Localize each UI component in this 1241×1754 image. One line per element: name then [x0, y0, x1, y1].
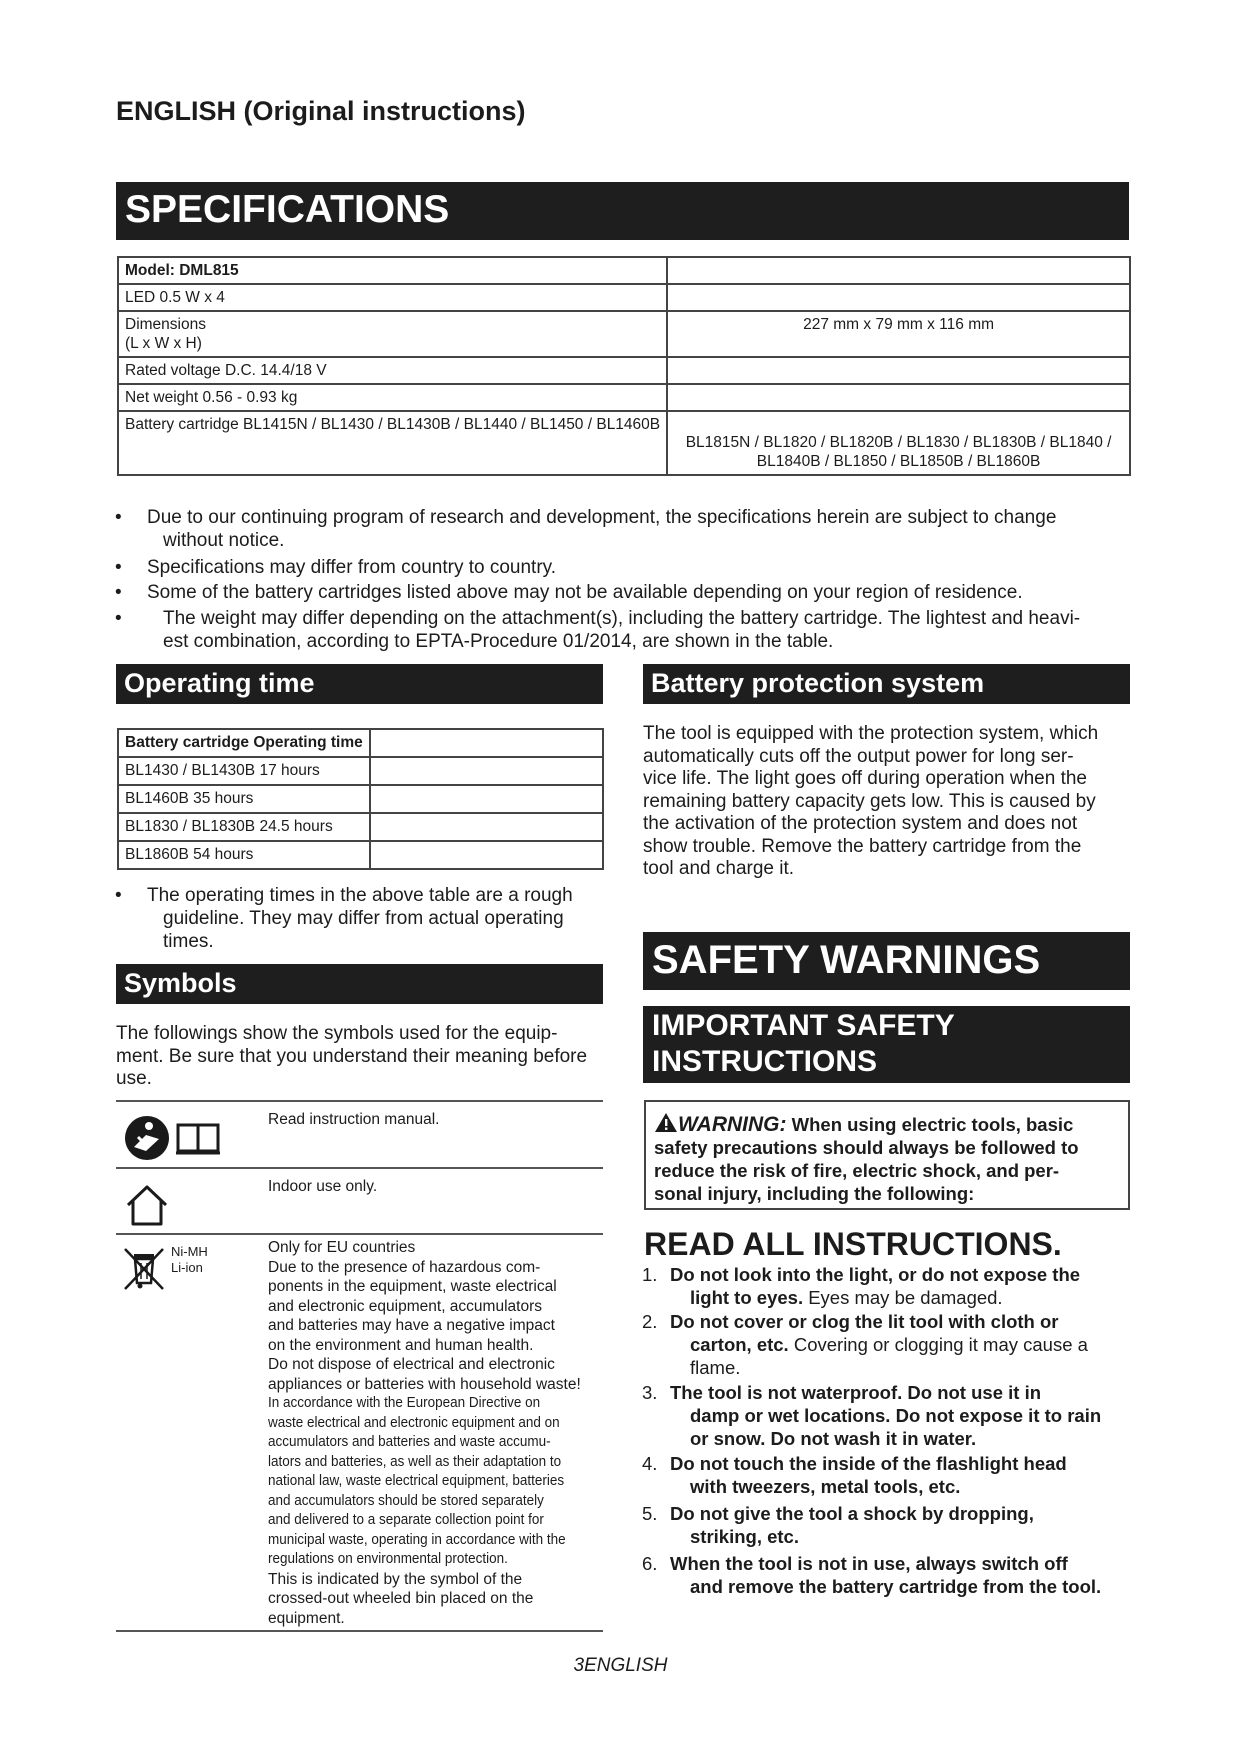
table-row [118, 257, 1130, 284]
operating-time-heading: Operating time [116, 664, 603, 704]
item-bold: light to eyes. [690, 1287, 804, 1308]
note-line: est combination, according to EPTA-Procedure 01/2014, are shown in the table. [163, 631, 834, 652]
instruction-item [642, 1263, 1140, 1309]
intro-line: The followings show the symbols used for the equip- [116, 1023, 558, 1044]
important-safety-heading [643, 1006, 1130, 1083]
item-number: 5. [642, 1503, 658, 1524]
intro-line: use. [116, 1068, 152, 1089]
warning-line [654, 1112, 1120, 1136]
text-line: show trouble. Remove the battery cartridge from the [643, 835, 1082, 857]
language-title: ENGLISH (Original instructions) [116, 96, 526, 126]
note-line: Due to our continuing program of research and development, the specifications herein are subject to change [147, 507, 1057, 528]
operating-time-note [115, 884, 607, 953]
operating-time-header [118, 729, 370, 757]
item-bold: carton, etc. [690, 1334, 789, 1355]
specifications-heading: SPECIFICATIONS [116, 182, 1129, 240]
spec-label: Model: DML815 [118, 257, 667, 284]
bullet-icon: • [115, 885, 122, 906]
item-line: When the tool is not in use, always switch off [670, 1553, 1068, 1574]
warning-triangle-icon [654, 1112, 678, 1133]
spec-value [667, 257, 1130, 284]
warning-line: sonal injury, including the following: [654, 1183, 975, 1204]
divider [116, 1167, 603, 1169]
table-row [118, 813, 603, 841]
operating-time-cell: BL1830 / BL1830B 24.5 hours [118, 813, 370, 841]
spec-value: 227 mm x 79 mm x 116 mm [667, 311, 1130, 357]
spec-label [118, 411, 667, 475]
item-number: 1. [642, 1264, 658, 1285]
eu-line: on the environment and human health. [268, 1336, 534, 1354]
table-row [118, 729, 603, 757]
warning-label: WARNING: [678, 1113, 787, 1136]
spec-label [118, 311, 667, 357]
item-text: Eyes may be damaged. [803, 1287, 1003, 1308]
table-row [118, 311, 1130, 357]
spec-label: Rated voltage D.C. 14.4/18 V [118, 357, 667, 384]
item-line: and remove the battery cartridge from the tool. [690, 1576, 1102, 1597]
heading-line: IMPORTANT SAFETY [652, 1009, 955, 1042]
table-row [118, 757, 603, 785]
item-number: 6. [642, 1553, 658, 1574]
table-cell [370, 785, 603, 813]
item-line: The tool is not waterproof. Do not use it in [670, 1382, 1042, 1403]
spec-note [115, 506, 1137, 552]
bullet-icon: • [115, 608, 122, 629]
bullet-icon: • [115, 557, 122, 578]
item-line: striking, etc. [690, 1526, 799, 1547]
safety-warnings-heading: SAFETY WARNINGS [643, 932, 1130, 990]
item-line: flame. [690, 1357, 741, 1378]
battery-label: Ni-MH [171, 1244, 208, 1259]
eu-line: ponents in the equipment, waste electrical [268, 1278, 557, 1295]
warning-line: safety precautions should always be followed to [654, 1137, 1079, 1158]
eu-line: Only for EU countries [268, 1239, 416, 1256]
eu-small-line: In accordance with the European Directive on [268, 1395, 541, 1411]
text-line: remaining battery capacity gets low. This is caused by [643, 790, 1096, 812]
item-line: Do not give the tool a shock by dropping, [670, 1503, 1034, 1524]
operating-time-cell: BL1860B 54 hours [118, 841, 370, 869]
spec-label-line: Dimensions [125, 316, 206, 333]
spec-value [667, 357, 1130, 384]
item-number: 4. [642, 1453, 658, 1474]
table-row [118, 284, 1130, 311]
eu-line: and batteries may have a negative impact [268, 1317, 555, 1334]
item-line: Do not cover or clog the lit tool with cloth or [670, 1311, 1059, 1332]
table-row [118, 384, 1130, 411]
read-all-instructions: READ ALL INSTRUCTIONS. [644, 1226, 1062, 1262]
warning-text: When using electric tools, basic [791, 1114, 1074, 1135]
header-text: Battery cartridge Operating time [125, 734, 363, 751]
instruction-item [642, 1552, 1140, 1598]
item-number: 3. [642, 1382, 658, 1403]
spec-value-line: BL1840B / BL1850 / BL1850B / BL1860B [756, 453, 1041, 470]
bullet-icon: • [115, 507, 122, 528]
page-footer: 3ENGLISH [573, 1655, 668, 1676]
spec-label: Net weight 0.56 - 0.93 kg [118, 384, 667, 411]
table-row [118, 841, 603, 869]
warning-line: reduce the risk of fire, electric shock, and per- [654, 1160, 1060, 1181]
item-line [670, 1333, 1140, 1356]
eu-disposal-text [268, 1238, 608, 1628]
eu-line: equipment. [268, 1609, 345, 1627]
eu-line: crossed-out wheeled bin placed on the [268, 1590, 534, 1607]
item-line: Do not look into the light, or do not expose the [670, 1264, 1081, 1285]
divider [116, 1100, 603, 1102]
symbols-heading: Symbols [116, 964, 603, 1004]
spec-value [667, 384, 1130, 411]
instruction-item [642, 1452, 1140, 1498]
read-manual-icon [124, 1113, 224, 1163]
symbols-intro [116, 1023, 616, 1091]
eu-line: appliances or batteries with household waste! [268, 1375, 581, 1393]
text-line: automatically cuts off the output power for long ser- [643, 745, 1074, 767]
spec-label: LED 0.5 W x 4 [118, 284, 667, 311]
note-line: The operating times in the above table are a rough [147, 885, 573, 906]
instruction-item [642, 1381, 1140, 1450]
read-manual-text: Read instruction manual. [268, 1111, 440, 1128]
eu-small-line: and accumulators should be stored separately [268, 1492, 544, 1509]
table-row [118, 411, 1130, 475]
spec-label-line: (L x W x H) [125, 335, 202, 352]
note-line: Specifications may differ from country to country. [147, 557, 557, 578]
warning-box [644, 1100, 1130, 1210]
eu-small-line: municipal waste, operating in accordance with the [268, 1531, 566, 1548]
table-cell [370, 757, 603, 785]
battery-type-labels [171, 1244, 208, 1276]
operating-time-table [117, 728, 604, 870]
eu-small-line: and delivered to a separate collection point for [268, 1512, 544, 1528]
eu-line: This is indicated by the symbol of the [268, 1570, 523, 1588]
text-line: tool and charge it. [643, 858, 795, 879]
operating-time-cell: BL1460B 35 hours [118, 785, 370, 813]
spec-value [667, 411, 1130, 475]
eu-small-line: accumulators and batteries and waste accumu- [268, 1434, 551, 1450]
divider [116, 1233, 603, 1235]
divider [116, 1630, 603, 1632]
spec-note [115, 607, 1143, 653]
battery-cartridge-list: Battery cartridge BL1415N / BL1430 / BL1430B / BL1440 / BL1450 / BL1460B [125, 416, 661, 433]
item-line: Do not touch the inside of the flashlight head [670, 1453, 1067, 1474]
instruction-item [642, 1502, 1140, 1548]
indoor-use-text: Indoor use only. [268, 1178, 378, 1195]
eu-small-line: regulations on environmental protection. [268, 1551, 508, 1567]
note-line: guideline. They may differ from actual operating [163, 908, 564, 929]
specifications-table [117, 256, 1131, 476]
table-cell [370, 729, 603, 757]
eu-small-line: waste electrical and electronic equipment and on [268, 1414, 560, 1431]
battery-protection-text [643, 723, 1143, 881]
table-cell [370, 813, 603, 841]
note-line: The weight may differ depending on the attachment(s), including the battery cartridge. The lightest and heavi- [163, 608, 1081, 629]
heading-line: INSTRUCTIONS [652, 1045, 877, 1078]
item-text: Covering or clogging it may cause a [788, 1334, 1088, 1355]
indoor-house-icon [124, 1183, 170, 1227]
spec-value [667, 284, 1130, 311]
note-line: times. [163, 931, 214, 952]
item-line: damp or wet locations. Do not expose it to rain [690, 1405, 1102, 1426]
item-line: or snow. Do not wash it in water. [690, 1428, 977, 1449]
battery-label: Li-ion [171, 1260, 203, 1275]
eu-line: and electronic equipment, accumulators [268, 1297, 542, 1315]
table-cell [370, 841, 603, 869]
intro-line: ment. Be sure that you understand their meaning before [116, 1045, 588, 1067]
eu-line: Due to the presence of hazardous com- [268, 1258, 541, 1276]
spec-note [115, 581, 1137, 604]
note-line: without notice. [163, 530, 285, 551]
table-row [118, 357, 1130, 384]
note-line: Some of the battery cartridges listed above may not be available depending on your region of residence. [147, 582, 1023, 603]
bullet-icon: • [115, 582, 122, 603]
spec-note [115, 556, 1137, 579]
battery-protection-heading: Battery protection system [643, 664, 1130, 704]
item-number: 2. [642, 1311, 658, 1332]
item-line [670, 1286, 1140, 1309]
table-row [118, 785, 603, 813]
eu-line: Do not dispose of electrical and electronic [268, 1356, 555, 1373]
eu-small-line: lators and batteries, as well as their adaptation to [268, 1453, 562, 1470]
text-line: vice life. The light goes off during operation when the [643, 768, 1087, 789]
item-line: with tweezers, metal tools, etc. [690, 1476, 961, 1497]
text-line: the activation of the protection system and does not [643, 813, 1078, 834]
operating-time-cell: BL1430 / BL1430B 17 hours [118, 757, 370, 785]
spec-value-line: BL1815N / BL1820 / BL1820B / BL1830 / BL1830B / BL1840 / [685, 434, 1112, 451]
instruction-item [642, 1310, 1140, 1379]
text-line: The tool is equipped with the protection system, which [643, 723, 1099, 744]
eu-small-line: national law, waste electrical equipment, batteries [268, 1473, 565, 1489]
crossed-bin-icon [121, 1245, 167, 1291]
